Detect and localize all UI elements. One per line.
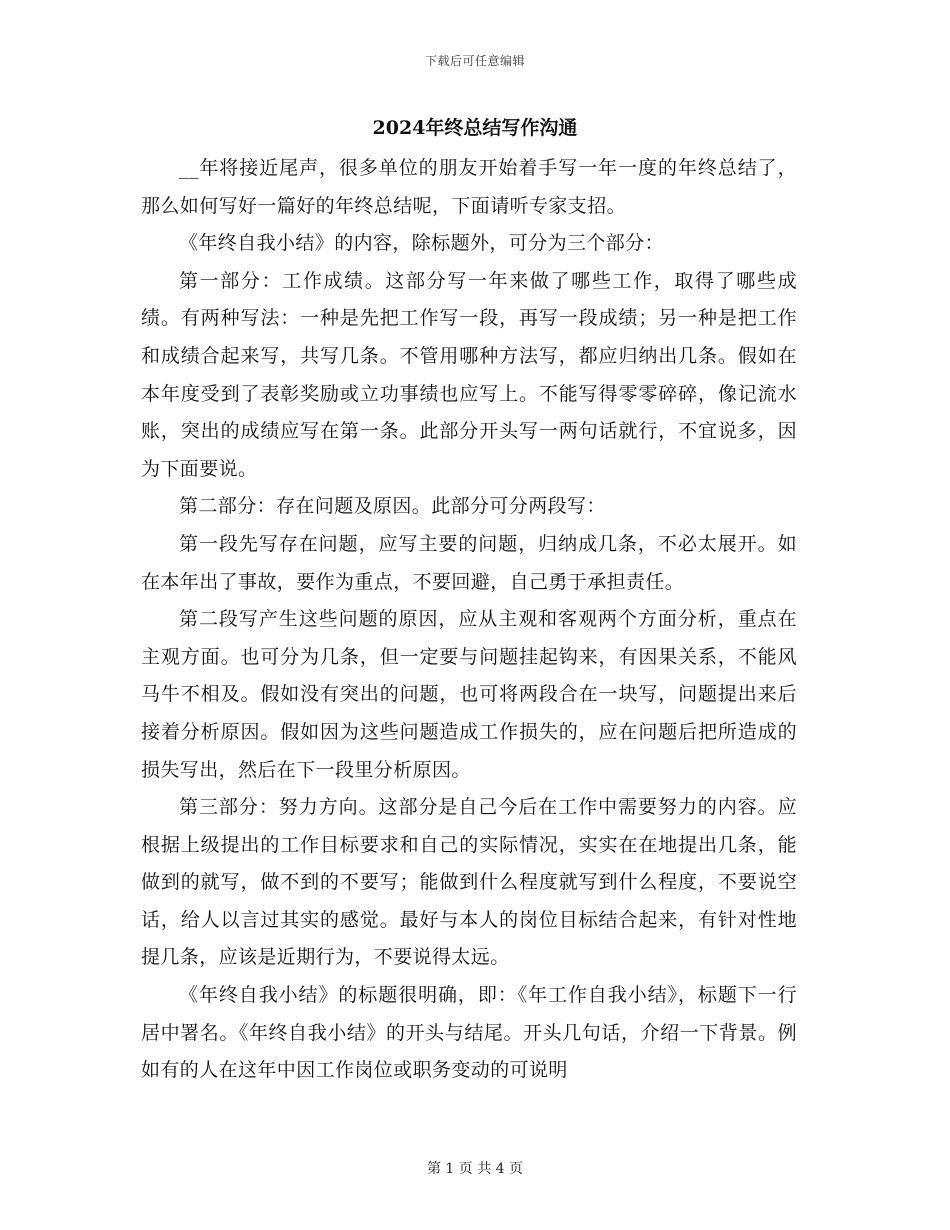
- paragraph: 第二段写产生这些问题的原因，应从主观和客观两个方面分析，重点在主观方面。也可分为几条，但一定要与问题挂起钩来，有因果关系，不能风马牛不相及。假如没有突出的问题，也可将两段合在一块写，问题提出来后接着分析原因。假如因为这些问题造成工作损失的，应在问题后把所造成的损失写出，然后在下一段里分析原因。: [141, 608, 797, 781]
- paragraph: 《年终自我小结》的标题很明确，即：《年工作自我小结》，标题下一行居中署名。《年终自我小结》的开头与结尾。开头几句话，介绍一下背景。例如有的人在这年中因工作岗位或职务变动的可说明: [141, 984, 797, 1082]
- paragraph: __年将接近尾声，很多单位的朋友开始着手写一年一度的年终总结了，那么如何写好一篇好的年终总结呢，下面请听专家支招。: [141, 157, 797, 217]
- page-header-note: 下载后可任意编辑: [424, 54, 525, 68]
- paragraph: 《年终自我小结》的内容，除标题外，可分为三个部分：: [179, 232, 665, 255]
- paragraph: 第二部分：存在问题及原因。此部分可分两段写：: [179, 495, 606, 518]
- page-number: 第 1 页 共 4 页: [426, 1161, 524, 1177]
- document-title: 2024年终总结写作沟通: [372, 117, 578, 139]
- paragraph: 第三部分：努力方向。这部分是自己今后在工作中需要努力的内容。应根据上级提出的工作目标要求和自己的实际情况，实实在在地提出几条，能做到的就写，做不到的不要写；能做到什么程度就写到什么程度，不要说空话，给人以言过其实的感觉。最好与本人的岗位目标结合起来，有针对性地提几条，应该是近期行为，不要说得太远。: [141, 796, 797, 969]
- document-body: [141, 150, 797, 1090]
- paragraph: 第一部分：工作成绩。这部分写一年来做了哪些工作，取得了哪些成绩。有两种写法：一种是先把工作写一段，再写一段成绩；另一种是把工作和成绩合起来写，共写几条。不管用哪种方法写，都应归纳出几条。假如在本年度受到了表彰奖励或立功事绩也应写上。不能写得零零碎碎，像记流水账，突出的成绩应写在第一条。此部分开头写一两句话就行，不宜说多，因为下面要说。: [141, 269, 797, 480]
- paragraph: 第一段先写存在问题，应写主要的问题，归纳成几条，不必太展开。如在本年出了事故，要作为重点，不要回避，自己勇于承担责任。: [141, 532, 797, 593]
